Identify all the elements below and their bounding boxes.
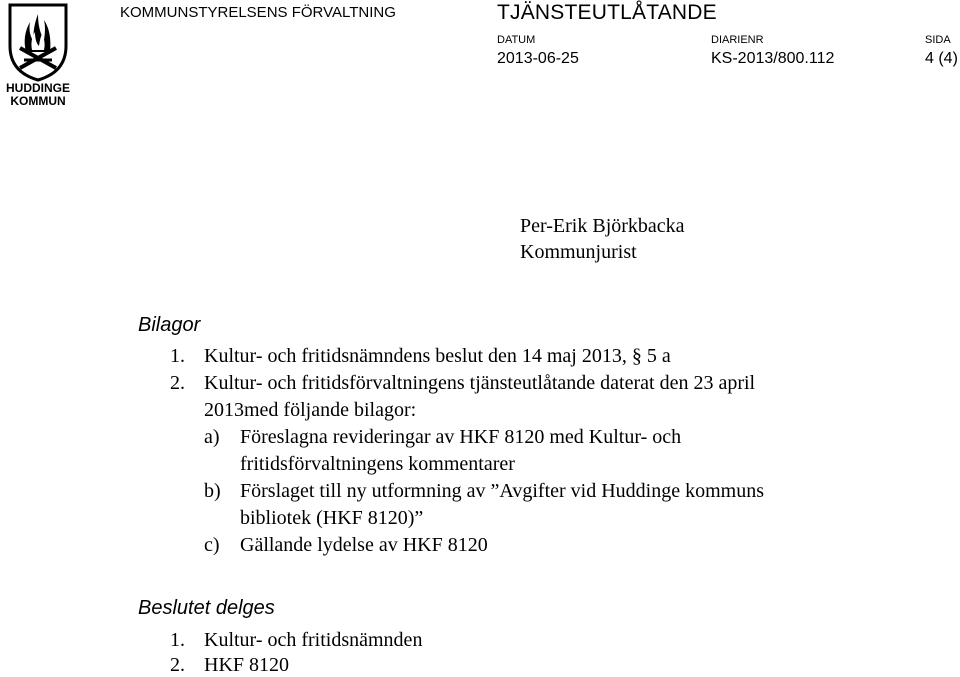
diarienr-value: KS-2013/800.112 [711, 50, 835, 67]
signature-name: Per-Erik Björkbacka [520, 215, 685, 237]
document-type: TJÄNSTEUTLÅTANDE [497, 1, 717, 24]
delges-heading: Beslutet delges [138, 597, 275, 619]
logo-text-line2: KOMMUN [10, 94, 66, 108]
list-item-number: 1. [170, 629, 185, 651]
sublist-item-text: Föreslagna revideringar av HKF 8120 med Kultur- och [240, 426, 682, 448]
bilagor-heading: Bilagor [138, 314, 201, 336]
sublist-item-text: Förslaget till ny utformning av ”Avgifter vid Huddinge kommuns [240, 480, 765, 502]
list-item-text: HKF 8120 [204, 654, 290, 676]
datum-value: 2013-06-25 [497, 50, 579, 67]
sublist-item-letter: a) [204, 426, 220, 448]
list-item-text: Kultur- och fritidsförvaltningens tjänsteutlåtande daterat den 23 april [204, 372, 756, 394]
list-item-text: Kultur- och fritidsnämnden [204, 629, 423, 651]
list-item-number: 2. [170, 654, 185, 676]
list-item-number: 2. [170, 372, 185, 394]
sublist-item-text: Gällande lydelse av HKF 8120 [240, 534, 488, 556]
coat-of-arms-icon [4, 2, 72, 82]
department-name: KOMMUNSTYRELSENS FÖRVALTNING [120, 4, 396, 21]
list-item-number: 1. [170, 345, 185, 367]
diarienr-label: DIARIENR [711, 34, 764, 46]
sida-label: SIDA [925, 34, 951, 46]
sublist-item-letter: c) [204, 534, 220, 556]
list-item-text: 2013med följande bilagor: [204, 399, 417, 421]
sublist-item-text: fritidsförvaltningens kommentarer [240, 453, 515, 475]
sublist-item-text: bibliotek (HKF 8120)” [240, 507, 424, 529]
list-item-text: Kultur- och fritidsnämndens beslut den 14 maj 2013, § 5 a [204, 345, 671, 367]
sida-value: 4 (4) [925, 50, 958, 67]
signature-title: Kommunjurist [520, 241, 637, 263]
huddinge-logo [4, 2, 72, 108]
sublist-item-letter: b) [204, 480, 221, 502]
logo-text-line1: HUDDINGE [5, 81, 70, 95]
datum-label: DATUM [497, 34, 536, 46]
